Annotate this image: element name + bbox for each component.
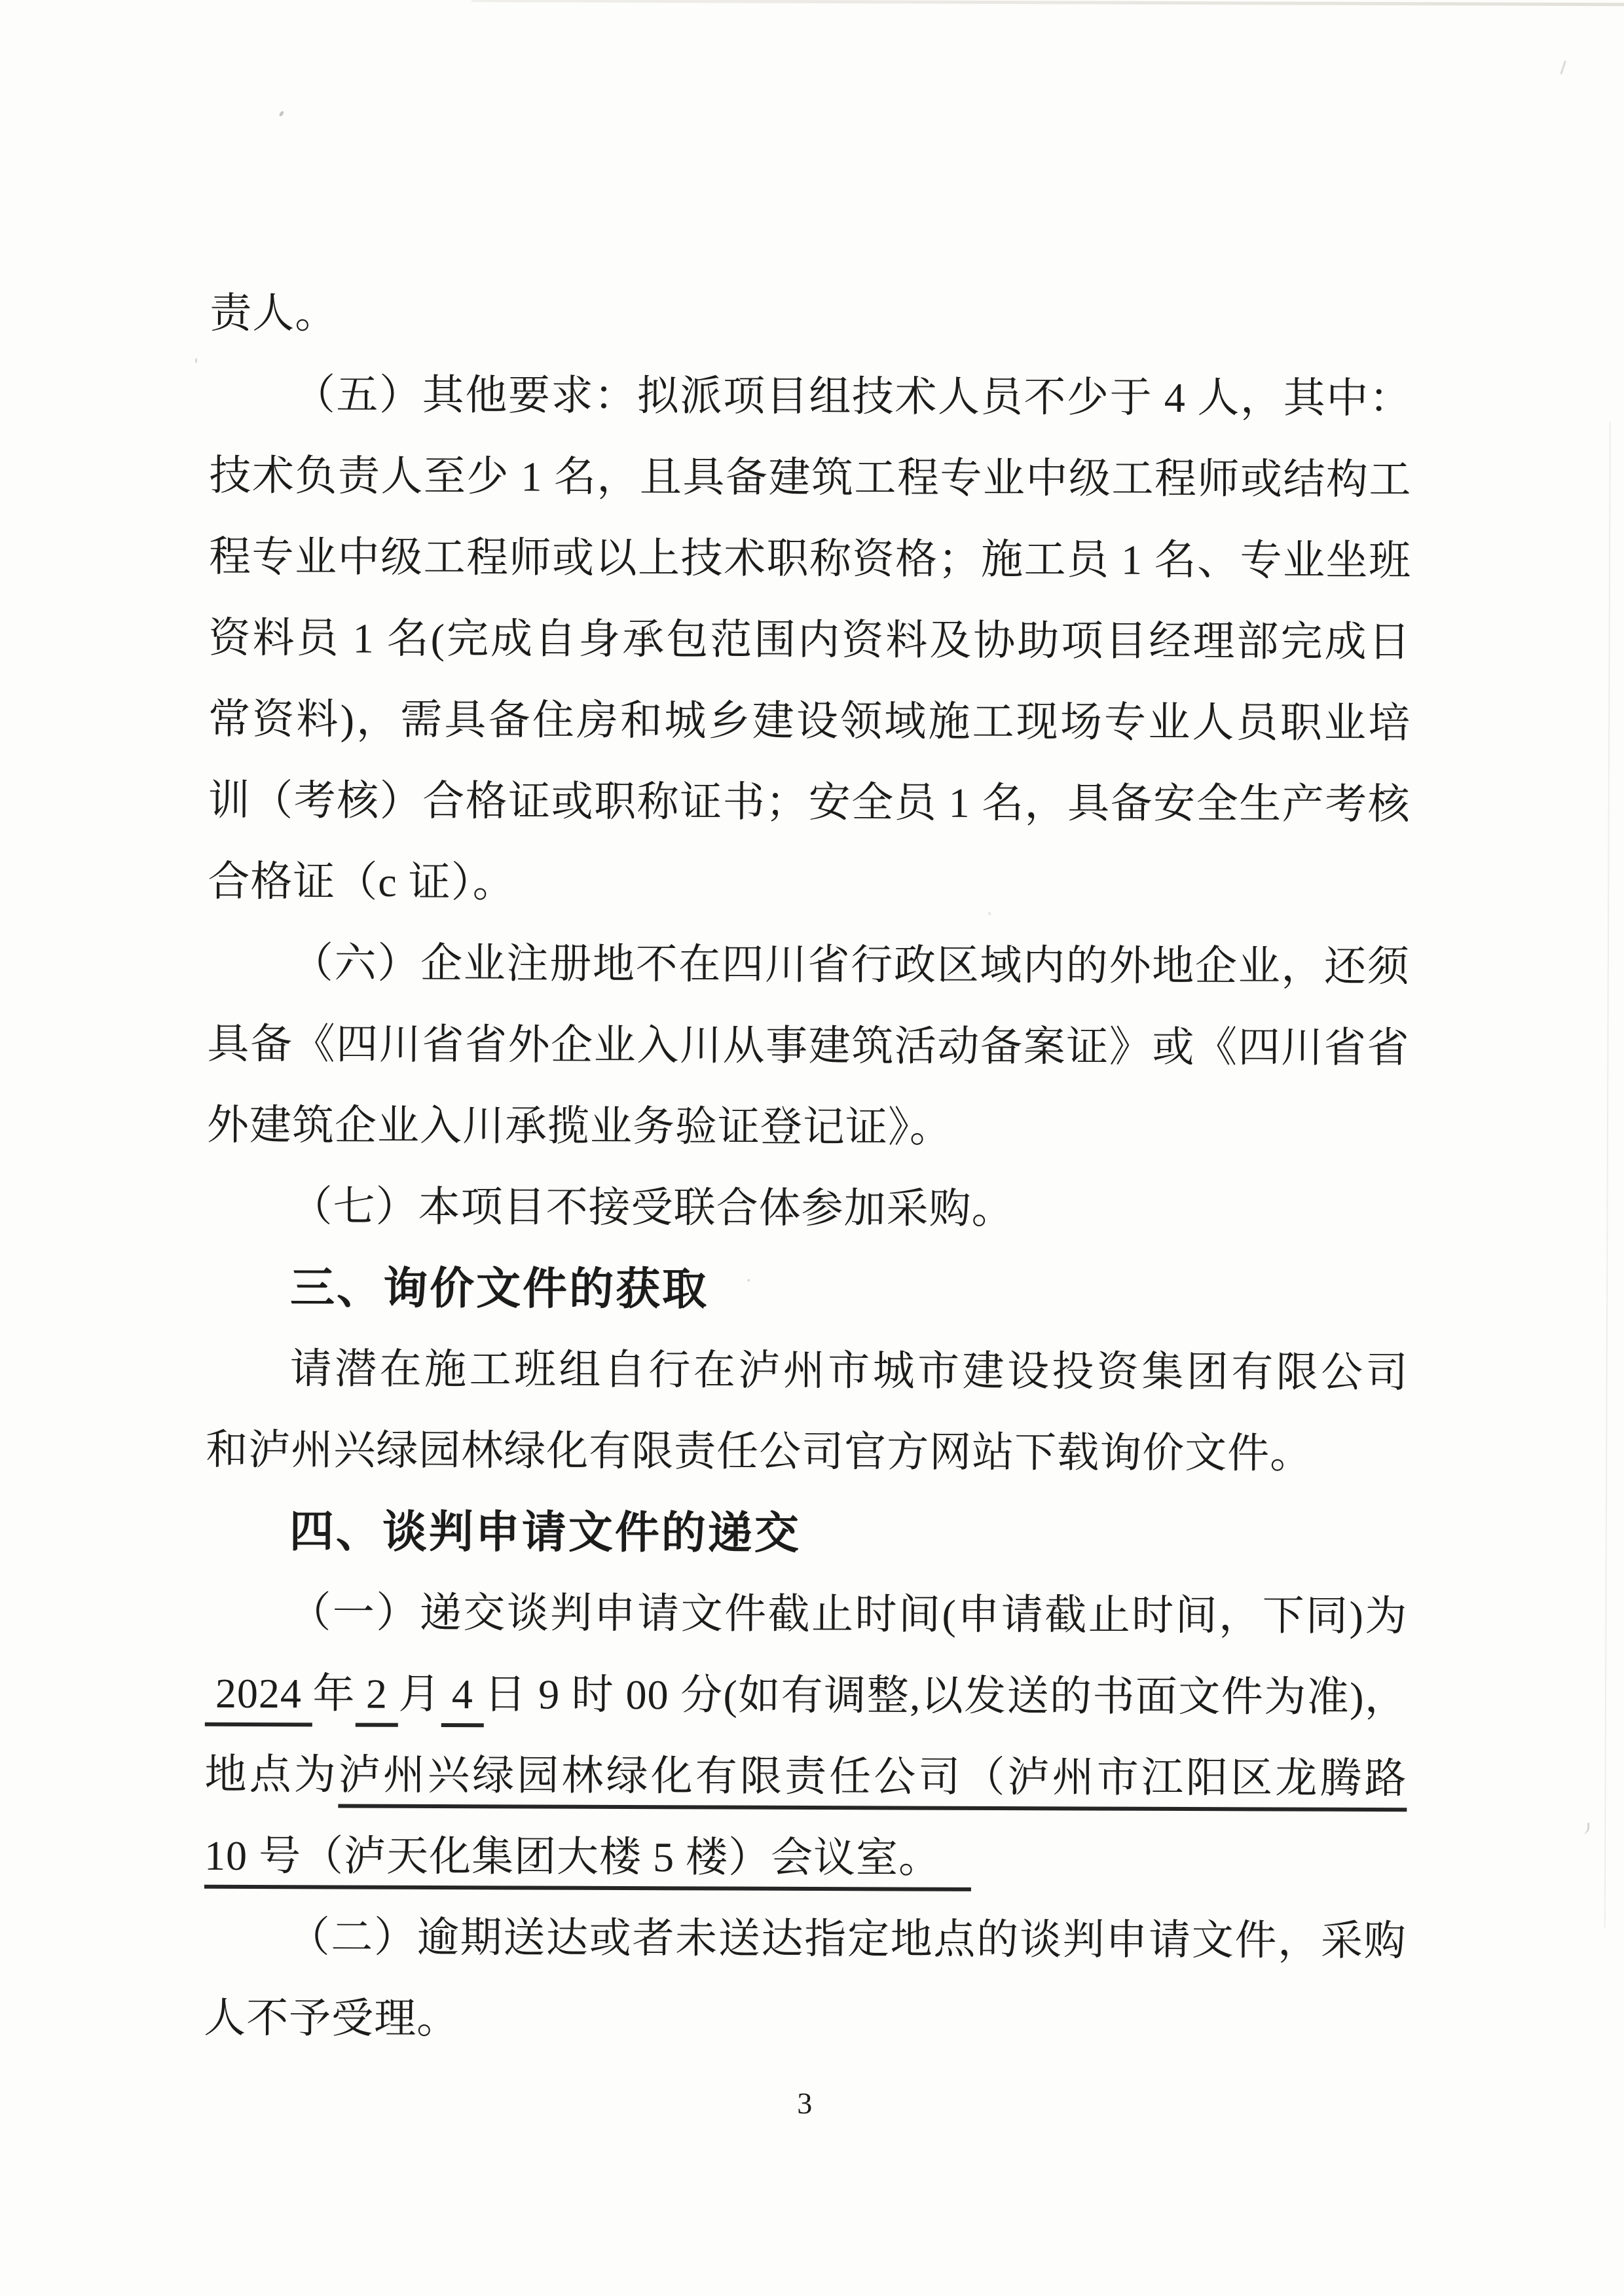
text-line bbox=[205, 1653, 1407, 1738]
text-line bbox=[204, 1897, 1406, 1982]
text-segment: 技术负责人至少 1 名，且具备建筑工程专业中级工程师或结构工 bbox=[209, 452, 1412, 503]
section-heading bbox=[206, 1247, 1409, 1332]
page-number: 3 bbox=[797, 2086, 813, 2121]
text-line bbox=[206, 1328, 1408, 1413]
text-segment: （六）企业注册地不在四川省行政区域内的外地企业，还须 bbox=[291, 939, 1410, 991]
text-line bbox=[210, 273, 1412, 358]
document-body bbox=[204, 273, 1412, 2063]
text-segment: 年 bbox=[312, 1670, 356, 1717]
text-segment: 三、询价文件的获取 bbox=[289, 1263, 709, 1315]
scan-artifact bbox=[195, 358, 197, 363]
text-line bbox=[209, 517, 1411, 602]
text-line bbox=[209, 435, 1411, 520]
text-line bbox=[208, 922, 1410, 1008]
scan-artifact bbox=[278, 111, 284, 117]
text-line bbox=[207, 1085, 1409, 1170]
text-line bbox=[204, 1734, 1407, 1819]
text-segment: 合格证（c 证）。 bbox=[208, 858, 515, 906]
underlined-text: 4 bbox=[441, 1671, 484, 1727]
text-line bbox=[208, 598, 1411, 683]
text-line bbox=[207, 1004, 1409, 1089]
text-line bbox=[206, 1166, 1409, 1251]
text-segment: 资料员 1 名(完成自身承包范围内资料及协助项目经理部完成日 bbox=[208, 614, 1411, 666]
text-segment: （一）递交谈判申请文件截止时间(申请截止时间，下同)为 bbox=[289, 1589, 1408, 1640]
text-segment: 外建筑企业入川承揽业务验证登记证》。 bbox=[206, 1101, 953, 1151]
text-segment: 和泸州兴绿园林绿化有限责任公司官方网站下载询价文件。 bbox=[206, 1426, 1313, 1477]
text-segment: 责人。 bbox=[210, 289, 338, 337]
text-segment: 请潜在施工班组自行在泸州市城市建设投资集团有限公司 bbox=[289, 1345, 1409, 1396]
text-line bbox=[205, 1572, 1407, 1657]
scan-artifact bbox=[1604, 422, 1611, 1927]
text-segment: （七）本项目不接受联合体参加采购。 bbox=[290, 1183, 1014, 1233]
text-segment: 月 bbox=[397, 1670, 441, 1718]
text-line bbox=[208, 841, 1410, 926]
text-segment: 具备《四川省省外企业入川从事建筑活动备案证》或《四川省省 bbox=[207, 1020, 1410, 1072]
text-segment: （二）逾期送达或者未送达指定地点的谈判申请文件，采购 bbox=[287, 1914, 1407, 1965]
text-segment: 地点为 bbox=[204, 1751, 339, 1798]
underlined-text: 10 号（泸天化集团大楼 5 楼）会议室。 bbox=[204, 1832, 971, 1891]
text-segment: 四、谈判申请文件的递交 bbox=[289, 1506, 801, 1558]
text-segment: 日 9 时 00 分(如有调整,以发送的书面文件为准)， bbox=[483, 1671, 1408, 1721]
text-line bbox=[204, 1815, 1407, 1901]
scan-artifact bbox=[1560, 60, 1566, 75]
underlined-text: 泸州兴绿园林绿化有限责任公司（泸州市江阳区龙腾路 bbox=[339, 1751, 1407, 1812]
underlined-text: 2 bbox=[356, 1671, 398, 1727]
text-line bbox=[206, 1410, 1408, 1495]
text-line bbox=[208, 760, 1411, 845]
scan-artifact bbox=[1578, 1823, 1589, 1834]
text-segment: 常资料)，需具备住房和城乡建设领域施工现场专业人员职业培 bbox=[208, 695, 1411, 747]
text-segment: 程专业中级工程师或以上技术职称资格；施工员 1 名、专业坐班 bbox=[208, 533, 1412, 585]
text-line bbox=[208, 679, 1411, 764]
scan-artifact bbox=[471, 0, 1624, 6]
text-segment: 训（考核）合格证或职称证书；安全员 1 名，具备安全生产考核 bbox=[208, 776, 1411, 828]
text-line bbox=[204, 1978, 1406, 2063]
section-heading bbox=[206, 1491, 1408, 1576]
text-segment: 人不予受理。 bbox=[204, 1994, 460, 2043]
text-line bbox=[210, 354, 1412, 439]
text-segment: （五）其他要求：拟派项目组技术人员不少于 4 人，其中： bbox=[293, 371, 1412, 422]
underlined-text: 2024 bbox=[205, 1670, 312, 1727]
